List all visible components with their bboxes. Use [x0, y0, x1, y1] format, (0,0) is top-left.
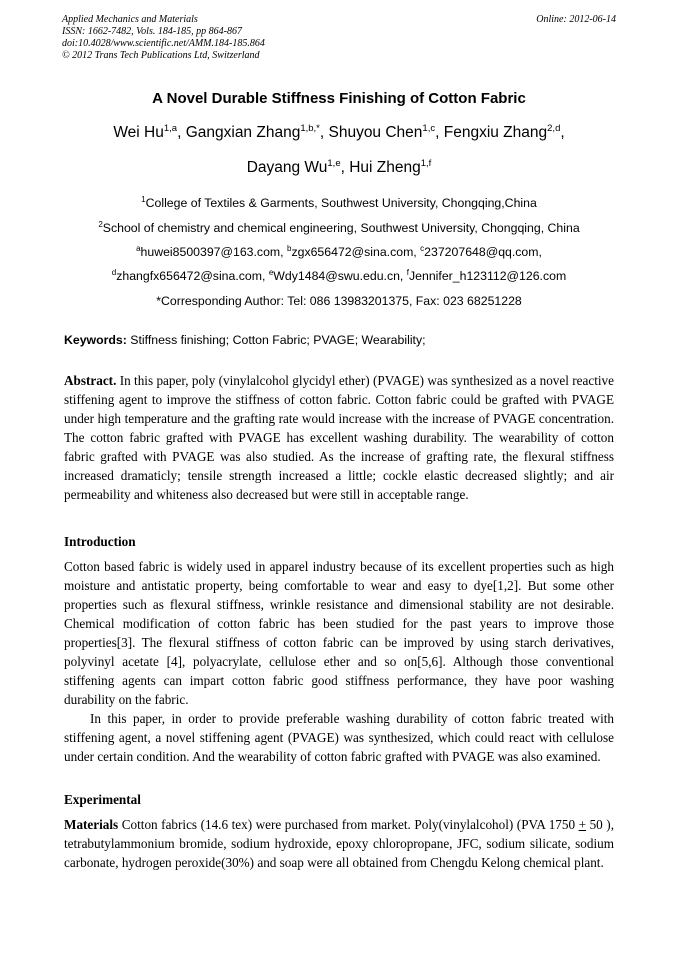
email-address: 237207648@qq.com,	[424, 245, 542, 259]
affiliation-text: School of chemistry and chemical engineering, Southwest University, Chongqing, China	[102, 221, 580, 235]
author-affiliation-sup: 1,b,*	[300, 122, 320, 134]
keywords-line	[64, 333, 616, 347]
copyright-line: © 2012 Trans Tech Publications Ltd, Switzerland	[62, 50, 260, 61]
paper-title: A Novel Durable Stiffness Finishing of Cotton Fabric	[152, 90, 526, 107]
journal-header	[62, 14, 616, 62]
introduction-body	[64, 557, 614, 766]
email-sup: b	[287, 243, 292, 253]
email-sup: d	[111, 267, 117, 277]
author-affiliation-sup: 2,d	[547, 122, 561, 134]
author-name: Gangxian Zhang	[185, 124, 301, 141]
doi-line: doi:10.4028/www.scientific.net/AMM.184-185.864	[62, 38, 265, 49]
issn-line: ISSN: 1662-7482, Vols. 184-185, pp 864-867	[62, 26, 242, 37]
author-affiliation-sup: 1,a	[163, 122, 178, 134]
journal-name: Applied Mechanics and Materials	[62, 14, 198, 25]
email-sup: a	[136, 243, 141, 253]
emails-line-2	[0, 269, 678, 284]
affiliation-2	[0, 221, 678, 236]
materials-text-b: 50 ), tetrabutylammonium bromide, sodium hydroxide, epoxy chloropropane, JFC, sodium silicate, sodium carbonate, hydrogen peroxide(30%) and soap were all obtained from Chengdu Kelong chemical plant.	[64, 817, 614, 870]
corresponding-author: *Corresponding Author: Tel: 086 13983201375, Fax: 023 68251228	[156, 294, 522, 308]
email-sup: c	[420, 243, 425, 253]
abstract-label: Abstract.	[64, 373, 117, 388]
abstract-text: In this paper, poly (vinylalcohol glycidyl ether) (PVAGE) was synthesized as a novel reactive stiffening agent to improve the stiffness of cotton fabric. Cotton fabric could be grafted with PVAGE under high temperature and the grafting rate would increase with the increase of PVAGE concentration. The cotton fabric grafted with PVAGE has excellent washing durability. The wearability of cotton fabric grafted with PVAGE was also studied. As the increase of grafting rate, the flexural stiffness increased dramaticly; tensile strength increased a little; cockle elastic decreased slightly; and air permeability and whiteness also decreased but were still in acceptable range.	[64, 373, 614, 502]
introduction-paragraph-2: In this paper, in order to provide preferable washing durability of cotton fabric treated with stiffening agent, a novel stiffening agent (PVAGE) was synthesized, which could react with cellulose under certain condition. And the wearability of cotton fabric grafted with PVAGE was also examined.	[64, 711, 614, 764]
introduction-heading: Introduction	[64, 534, 136, 549]
authors-line-1: Wei Hu$^{1,a}$, Gangxian Zhang$^{1,b,*}$, Shuyou Chen$^{1,c}$, Fengxiu Zhang$^{2,d}$,	[113, 122, 565, 141]
author-name: Shuyou Chen	[328, 124, 423, 141]
introduction-paragraph-1: Cotton based fabric is widely used in apparel industry because of its excellent properties such as high moisture and antistatic property, being comfortable to wear and easy to dye[1,2]. But some other properties such as flexural stiffness, wrinkle resistance and dimensional stability are not desirable. Chemical modification of cotton fabric has been studied for the past years to improve those properties[3]. The flexural stiffness of cotton fabric can be improved by using starch derivatives, polyvinyl acetate [4], polyacrylate, cellulose ether and so on[5,6]. Although those conventional stiffening agents can impart cotton fabric good stiffness performance, they have poor washing durability on the fabric.	[64, 559, 614, 707]
email-address: zhangfx656472@sina.com,	[116, 269, 269, 283]
email-address: Wdy1484@swu.edu.cn,	[273, 269, 407, 283]
materials-text-a: Cotton fabrics (14.6 tex) were purchased from market. Poly(vinylalcohol) (PVA 1750	[118, 817, 579, 832]
author-affiliation-sup: 1,e	[327, 157, 341, 169]
author-name: Wei Hu	[113, 124, 164, 141]
author-affiliation-sup: 1,c	[422, 122, 436, 134]
materials-paragraph	[64, 815, 614, 872]
affiliation-number: 1	[141, 194, 146, 204]
email-sup: f	[406, 267, 410, 277]
keywords-label: Keywords:	[64, 333, 127, 347]
affiliation-1	[0, 196, 678, 211]
emails-line-1	[0, 245, 678, 260]
affiliation-text: College of Textiles & Garments, Southwest University, Chongqing,China	[145, 196, 537, 210]
online-date: Online: 2012-06-14	[536, 14, 616, 25]
materials-label: Materials	[64, 817, 119, 832]
keywords-text: Stiffness finishing; Cotton Fabric; PVAGE; Wearability;	[126, 333, 426, 347]
authors-line-2: Dayang Wu$^{1,e}$, Hui Zheng$^{1,f}$	[246, 157, 432, 176]
author-name: Fengxiu Zhang	[443, 124, 548, 141]
plus-minus-symbol: +	[578, 817, 587, 832]
author-name: Dayang Wu	[246, 159, 328, 176]
affiliation-number: 2	[98, 219, 103, 229]
email-sup: e	[268, 267, 274, 277]
email-address: Jennifer_h123112@126.com	[409, 269, 567, 283]
author-name: Hui Zheng	[349, 159, 421, 176]
experimental-heading: Experimental	[64, 792, 141, 807]
email-address: huwei8500397@163.com,	[140, 245, 287, 259]
author-affiliation-sup: 1,f	[420, 157, 432, 169]
email-address: zgx656472@sina.com,	[291, 245, 421, 259]
abstract-paragraph	[64, 371, 614, 504]
